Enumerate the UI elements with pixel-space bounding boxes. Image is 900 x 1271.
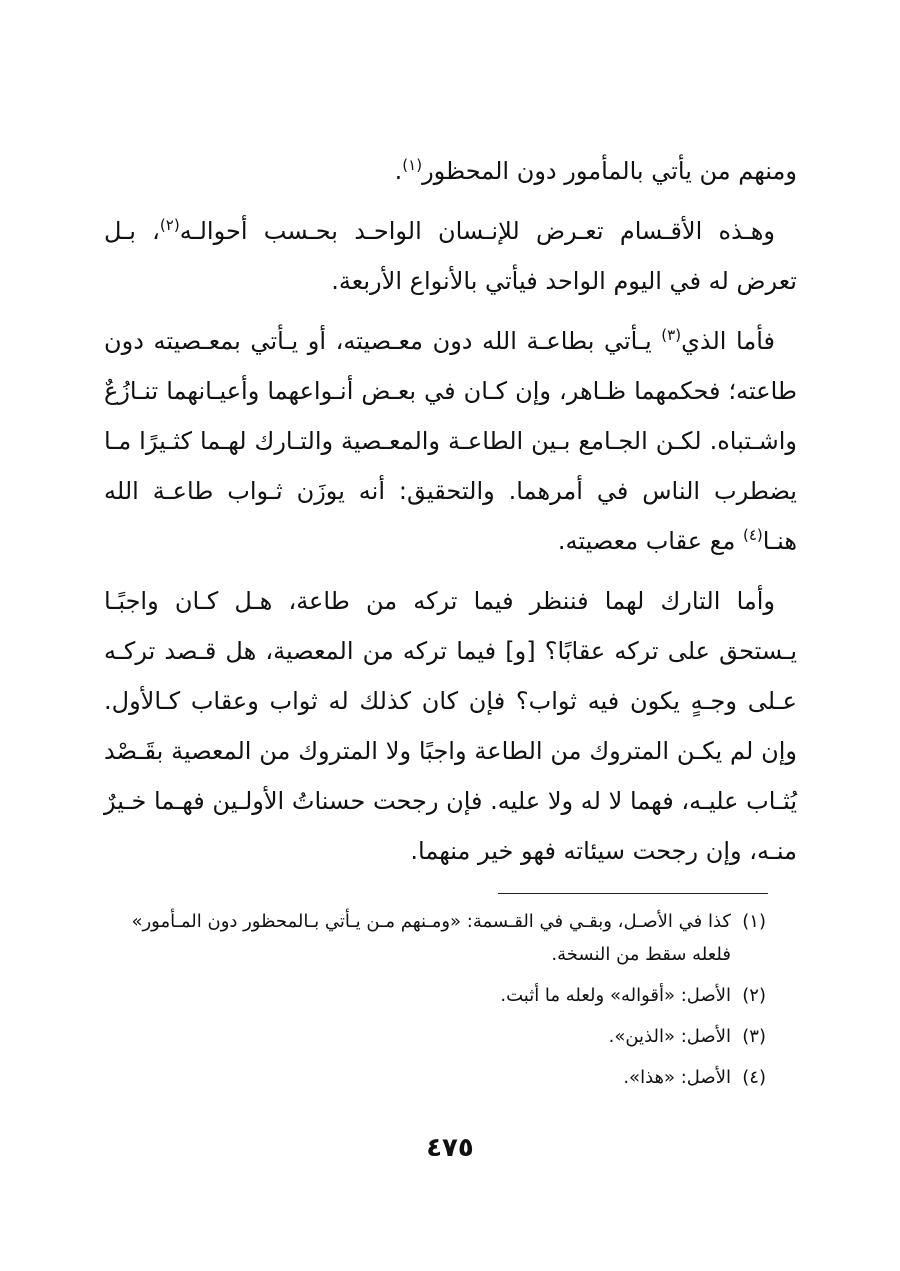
footnotes [104,905,766,1102]
paragraph-text: فأما الذي [681,327,775,355]
footnote-number: (١) [742,911,766,932]
footnote-4 [104,1061,766,1094]
paragraph-4 [104,576,797,876]
footnote-text: الأصل: «الذين». [608,1026,731,1047]
footnote-text: كذا في الأصـل، وبقـي في القـسمة: «ومـنهم مـن يـأتي بـالمحظور دون المـأمور» فلعله سقط من النسخة. [131,911,731,965]
paragraph-text: وهـذه الأقـسام تعـرض للإنـسان الواحـد بحـسب أحوالـه [179,217,776,245]
paragraph-3 [104,316,797,566]
paragraph-text: وأما التارك لهما فننظر فيما تركه من طاعة، هـل كـان واجبًـا يـستحق على تركه عقابًا؟ [و] فيما تركه من المعصية، هل قـصد تركـه عـلى وجـهٍ يكون فيه ثواب؟ فإن كان كذلك له ثواب وعقاب كـالأول. وإن لم يكـن المتروك من الطاعة واجبًا ولا المتروك من المعصية بقَـصْد يُثـاب عليـه، فهما لا له ولا عليه. فإن رجحت حسناتُ الأولـين فهـما خـيرٌ منـه، وإن رجحت سيئاته فهو خير منهما. [104,587,797,865]
footnote-number: (٤) [742,1067,766,1088]
footnote-text: الأصل: «أقواله» ولعله ما أثبت. [500,985,731,1006]
footnote-divider [498,893,768,894]
paragraph-text: . [394,157,403,185]
page-number: ٤٧٥ [426,1133,474,1163]
footnote-marker: (٣) [661,326,682,344]
paragraph-2 [104,206,797,306]
paragraph-text: يـأتي بطاعـة الله دون معـصيته، أو يـأتي بمعـصيته دون طاعته؛ فحكمهما ظـاهر، وإن كـان في بعـض أنـواعهما وأعيـانهما تنـازُعٌ واشـتباه. لكـن الجـامع بـين الطاعـة والمعـصية والتـارك لهـما كثـيرًا مـا يضطرب الناس في أمرهما. والتحقيق: أنه يوزَن ثـواب طاعـة الله هنـا [104,327,797,555]
paragraph-text: ، بـل تعرض له في اليوم الواحد فيأتي بالأنواع الأربعة. [104,217,797,295]
footnote-marker: (٤) [742,526,763,544]
footnote-number: (٣) [742,1026,766,1047]
footnote-text: الأصل: «هذا». [623,1067,731,1088]
main-text [104,146,797,886]
footnote-number: (٢) [742,985,766,1006]
footnote-3 [104,1020,766,1053]
paragraph-text: ومنهم من يأتي بالمأمور دون المحظور [422,157,797,185]
footnote-marker: (٢) [159,216,180,234]
footnote-marker: (١) [402,156,423,174]
footnote-1 [104,905,766,971]
paragraph-text: مع عقاب معصيته. [557,527,743,555]
paragraph-1 [104,146,797,196]
footnote-2 [104,979,766,1012]
